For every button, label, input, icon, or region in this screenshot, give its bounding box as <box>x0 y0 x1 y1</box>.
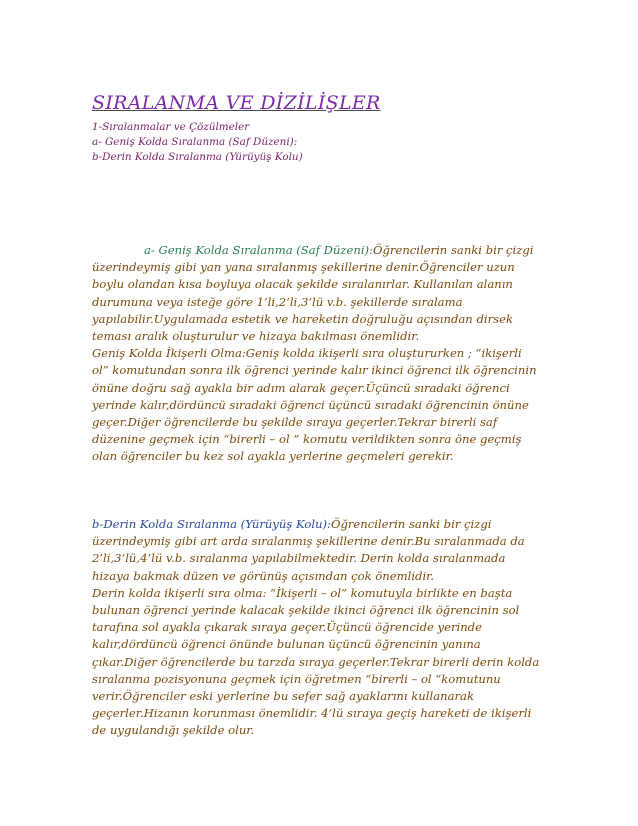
section-a-line: durumuna veya isteğe göre 1’li,2’li,3’lü v.b. şekillerde sıralama <box>92 294 463 309</box>
toc-item: 1-Sıralanmalar ve Çözülmeler <box>92 121 250 133</box>
section-a-wide-column <box>92 242 537 466</box>
section-a-line: Geniş Kolda İkişerli Olma:Geniş kolda ikişerli sıra oluştururken ; “ikişerli <box>92 346 522 361</box>
section-b-line: verir.Öğrenciler eski yerlerine bu sefer sağ ayaklarını kullanarak <box>92 689 474 704</box>
section-a-line: geçer.Diğer öğrencilerde bu şekilde sıraya geçerler.Tekrar birerli saf <box>92 415 498 430</box>
section-b-line: de uygulandığı şekilde olur. <box>92 723 255 738</box>
section-b-first-line <box>92 516 539 533</box>
section-b-line: hizaya bakmak düzen ve görünüş açısından çok önemlidir. <box>92 568 435 583</box>
section-b-line: kalır,dördüncü öğrenci önünde bulunan üçüncü öğrencinin yanına <box>92 637 481 652</box>
section-a-line: boylu olandan kısa boyluya olacak şekilde sıralanırlar. Kullanılan alanın <box>92 277 513 292</box>
section-b-line: geçerler.Hizanın korunması önemlidir. 4’lü sıraya geçiş hareketi de ikişerli <box>92 706 532 721</box>
section-b-line: bulunan öğrenci yerinde kalacak şekilde ikinci öğrenci ilk öğrencinin sol <box>92 603 520 618</box>
section-a-line: üzerindeymiş gibi yan yana sıralanmış şekillerine denir.Öğrenciler uzun <box>92 260 515 275</box>
section-b-deep-column <box>92 516 539 740</box>
toc-item: b-Derin Kolda Sıralanma (Yürüyüş Kolu) <box>92 151 303 163</box>
section-a-first-line <box>92 242 537 259</box>
section-b-line: 2’li,3’lü,4’lü v.b. sıralanma yapılabilmektedir. Derin kolda sıralanmada <box>92 551 506 566</box>
section-b-line: Derin kolda ikişerli sıra olma: “İkişerli – ol” komutuyla birlikte en başta <box>92 585 513 600</box>
section-a-line: olan öğrenciler bu kez sol ayakla yerlerine geçmeleri gerekir. <box>92 449 454 464</box>
section-a-first-line-text: Öğrencilerin sanki bir çizgi <box>372 243 534 257</box>
section-a-line: önüne doğru sağ ayakla bir adım alarak geçer.Üçüncü sıradaki öğrenci <box>92 380 510 395</box>
section-a-line: teması aralık oluşturulur ve hizaya bakılması önemlidir. <box>92 329 420 344</box>
section-a-line: yerinde kalır,dördüncü sıradaki öğrenci üçüncü sıradaki öğrencinin önüne <box>92 397 529 412</box>
section-b-line: çıkar.Diğer öğrencilerde bu tarzda sıraya geçerler.Tekrar birerli derin kolda <box>92 654 540 669</box>
document-title: SIRALANMA VE DİZİLİŞLER <box>92 92 381 114</box>
section-b-line: sıralanma pozisyonuna geçmek için öğretmen “birerli – ol “komutunu <box>92 671 501 686</box>
section-b-first-line-text: Öğrencilerin sanki bir çizgi <box>330 517 492 531</box>
section-a-line: düzenine geçmek için “birerli – ol ” komutu verildikten sonra öne geçmiş <box>92 432 522 447</box>
section-a-line: yapılabilir.Uygulamada estetik ve hareketin doğruluğu açısından dirsek <box>92 311 513 326</box>
section-b-heading: b-Derin Kolda Sıralanma (Yürüyüş Kolu): <box>92 517 331 531</box>
toc-item: a- Geniş Kolda Sıralanma (Saf Düzeni): <box>92 136 298 148</box>
table-of-contents <box>92 120 562 165</box>
section-a-heading: a- Geniş Kolda Sıralanma (Saf Düzeni): <box>144 243 373 257</box>
document-page <box>92 92 562 738</box>
section-b-line: üzerindeymiş gibi art arda sıralanmış şekillerine denir.Bu sıralanmada da <box>92 534 525 549</box>
section-b-line: tarafına sol ayakla çıkarak sıraya geçer.Üçüncü öğrencide yerinde <box>92 620 482 635</box>
section-a-line: ol” komutundan sonra ilk öğrenci yerinde kalır ikinci öğrenci ilk öğrencinin <box>92 363 537 378</box>
